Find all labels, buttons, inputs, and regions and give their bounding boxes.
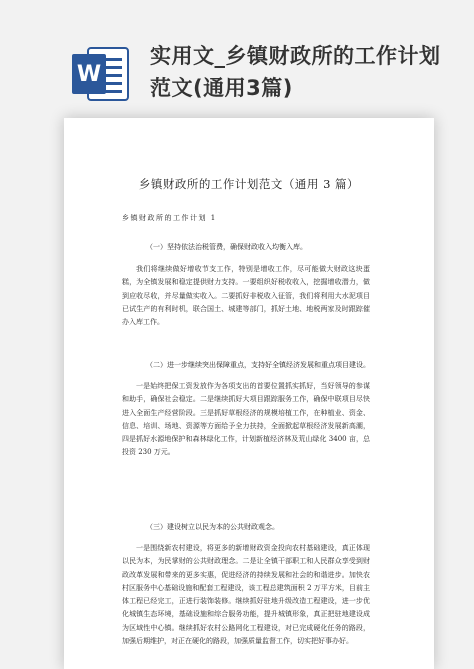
svg-text:W: W [76, 62, 102, 87]
word-icon [70, 44, 130, 104]
section-body-2: 一是始终把保工资发放作为各项支出的首要位置抓实抓好，当好领导的参谋和助手，确保社会稳定。二是继续抓好大项目跟踪服务工作，确保中联项目尽快进入全面生产经营阶段。三是抓好草根经济的规模培植工作，在种植业、资金、信息、培训、场地、资源等方面给予全力扶持，全面掀起草根经济发展新高潮，四是抓好水源地保护和森林绿化工作，计划新植经济林及荒山绿化 3400 亩，总投资 230 万元。 [122, 382, 370, 457]
section-heading-2: （二）进一步继续突出保障重点，支持好全镇经济发展和重点项目建设。 [146, 361, 370, 369]
header [0, 0, 474, 112]
document-subheading: 乡镇财政所的工作计划 1 [122, 214, 217, 222]
document-title: 乡镇财政所的工作计划范文（通用 3 篇） [138, 177, 360, 191]
section-heading-1: （一）坚持依法治税管费，确保财政收入均衡入库。 [146, 243, 307, 251]
section-body-3: 一是围绕新农村建设，将更多的新增财政资金投向农村基础建设，真正体现以民为本，为民掌财的公共财政理念。二是让全镇干部职工和人民群众享受到财政改革发展和带来的更多实惠，促进经济的持续发展和社会的和谐进步。加快农村区服务中心基础设施和配套工程建设，该工程总建筑面积 2 万平方米，目前主体工程已经完工，正进行装饰装修。继续抓好驻地升级改造工程建设，进一步优化城镇生态环境，基础设施和综合服务功能，提升城镇形象，真正把驻地建设成为区域性中心镇。继续抓好农村公路网化工程建设，对已完成硬化任务的路段，加强后期维护，对正在硬化的路段，加强质量监督工作，切实把好事办好。 [122, 544, 370, 646]
document-page [64, 118, 434, 669]
page-title: 实用文_乡镇财政所的工作计划范文(通用3篇) [150, 44, 441, 100]
section-body-1: 我们将继续做好增收节支工作，特别是增收工作，尽可能做大财政这块蛋糕，为全镇发展和稳定提供财力支持。一要组织好税收收入，挖掘增收潜力，做到应收尽收，并尽量做实收入。二要抓好非税收入征管，我们将利用大水泥项目已试生产的有利时机，联合国土、城建等部门，抓好土地、地税两家及时跟踪催办入库工作。 [122, 265, 370, 327]
section-heading-3: （三）建设树立以民为本的公共财政观念。 [146, 523, 279, 531]
